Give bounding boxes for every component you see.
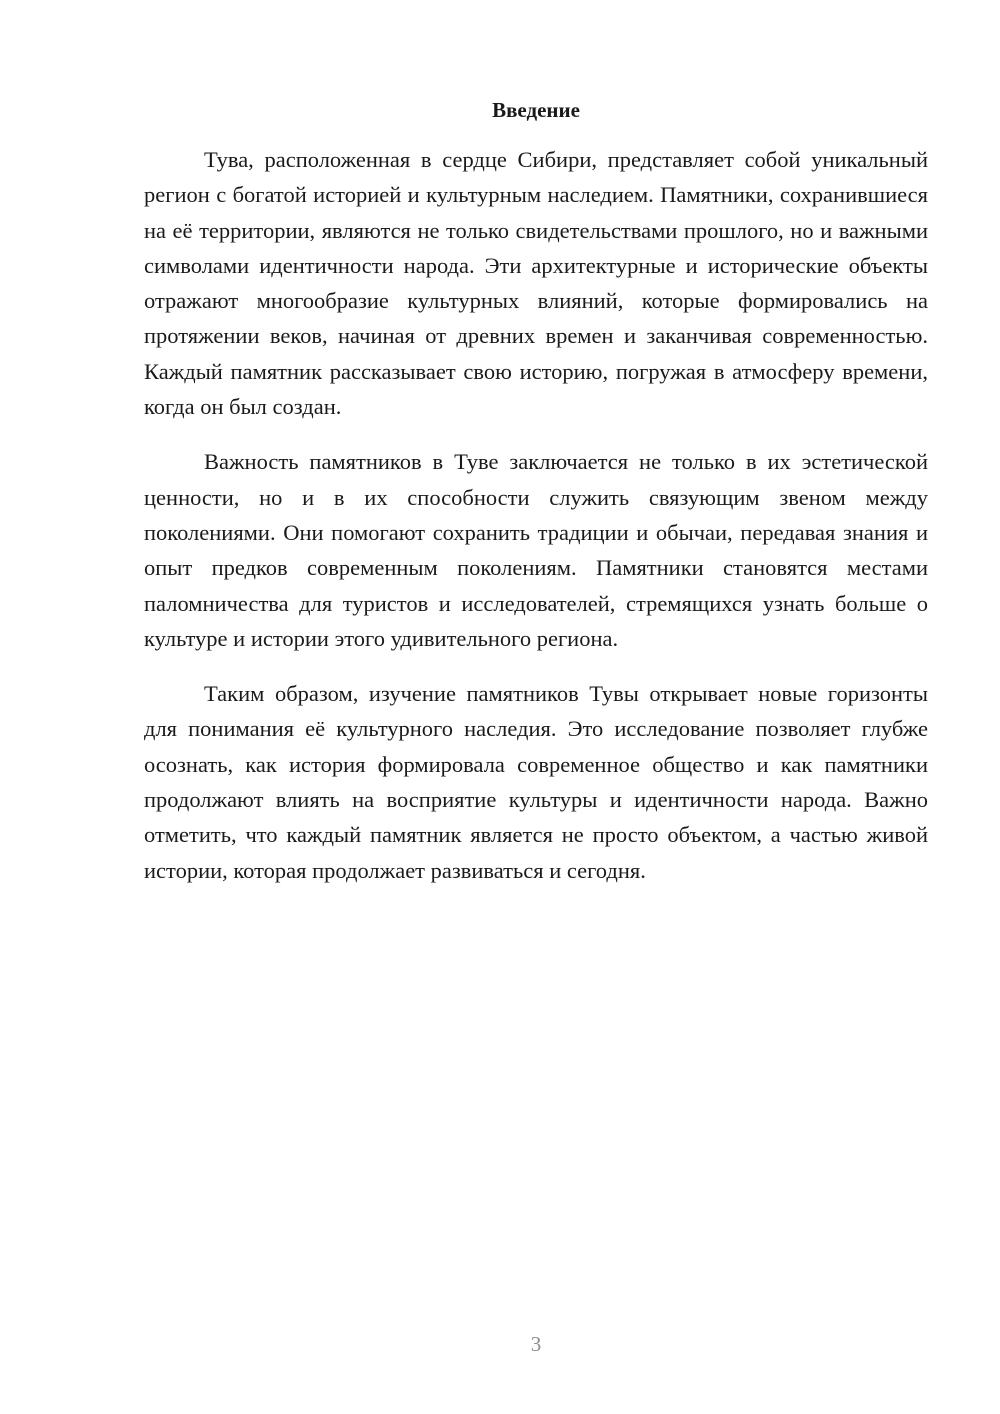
page-content (144, 92, 928, 908)
paragraph-1: Тува, расположенная в сердце Сибири, представляет собой уникальный регион с богатой историей и культурным наследием. Памятники, сохранившиеся на её территории, являются не только свидетельствами прошлого, но и важными символами идентичности народа. Эти архитектурные и исторические объекты отражают многообразие культурных влияний, которые формировались на протяжении веков, начиная от древних времен и заканчивая современностью. Каждый памятник рассказывает свою историю, погружая в атмосферу времени, когда он был создан. (144, 147, 928, 420)
paragraph-3: Таким образом, изучение памятников Тувы открывает новые горизонты для понимания её культурного наследия. Это исследование позволяет глубже осознать, как история формировала современное общество и как памятники продолжают влиять на восприятие культуры и идентичности народа. Важно отметить, что каждый памятник является не просто объектом, а частью живой истории, которая продолжает развиваться и сегодня. (144, 681, 928, 883)
section-heading: Введение (492, 98, 580, 122)
page-number: 3 (530, 1332, 542, 1356)
paragraph-2: Важность памятников в Туве заключается не только в их эстетической ценности, но и в их способности служить связующим звеном между поколениями. Они помогают сохранить традиции и обычаи, передавая знания и опыт предков современным поколениям. Памятники становятся местами паломничества для туристов и исследователей, стремящихся узнать больше о культуре и истории этого удивительного региона. (144, 449, 928, 651)
